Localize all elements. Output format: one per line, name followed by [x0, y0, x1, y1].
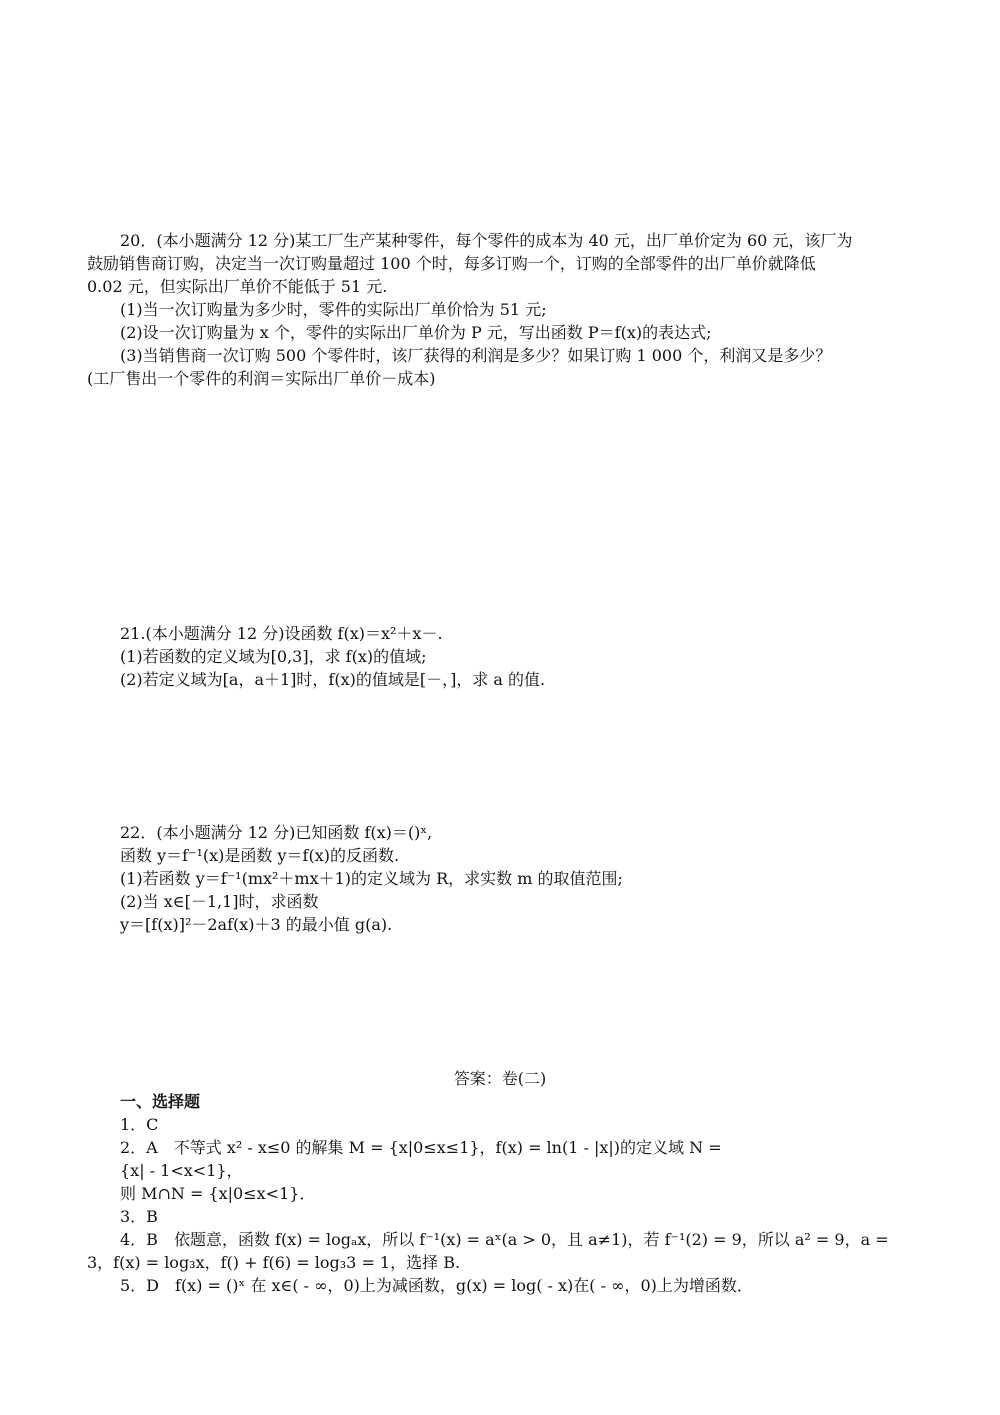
q21-line: 21.(本小题满分 12 分)设函数 f(x)＝x²＋x－. [120, 624, 443, 643]
answer-line: 3．B [120, 1207, 158, 1226]
answer-line: {x| - 1<x<1}， [120, 1161, 243, 1180]
answer-line: 1．C [120, 1115, 159, 1134]
question-20 [87, 229, 917, 390]
answer-line: 则 M∩N = {x|0≤x<1}． [120, 1184, 316, 1203]
q22-line: 22．(本小题满分 12 分)已知函数 f(x)＝()ˣ, [120, 823, 433, 842]
q22-line: (1)若函数 y＝f⁻¹(mx²＋mx＋1)的定义域为 R，求实数 m 的取值范围; [120, 869, 623, 888]
q20-line: 0.02 元，但实际出厂单价不能低于 51 元. [87, 277, 388, 296]
q20-line: (3)当销售商一次订购 500 个零件时，该厂获得的利润是多少？如果订购 1 000 个，利润又是多少？ [120, 346, 832, 365]
q21-line: (1)若函数的定义域为[0,3]，求 f(x)的值域; [120, 647, 427, 666]
answer-line: 2．A 不等式 x² - x≤0 的解集 M = {x|0≤x≤1}，f(x) = ln(1 - |x|)的定义域 N = [120, 1138, 722, 1157]
answer-line: 4．B 依题意，函数 f(x) = logₐx，所以 f⁻¹(x) = aˣ(a > 0，且 a≠1)，若 f⁻¹(2) = 9，所以 a² = 9，a = [120, 1230, 889, 1249]
q20-line: 20．(本小题满分 12 分)某工厂生产某种零件，每个零件的成本为 40 元，出厂单价定为 60 元，该厂为 [120, 231, 853, 250]
q22-line: y＝[f(x)]²－2af(x)＋3 的最小值 g(a). [120, 915, 393, 934]
q22-line: 函数 y＝f⁻¹(x)是函数 y＝f(x)的反函数. [120, 846, 400, 865]
question-21 [87, 622, 917, 691]
answers-section [87, 1090, 917, 1297]
answer-line: 5．D f(x) = ()ˣ 在 x∈( - ∞，0)上为减函数，g(x) = log( - x)在( - ∞，0)上为增函数． [120, 1276, 753, 1295]
q20-line: (2)设一次订购量为 x 个，零件的实际出厂单价为 P 元，写出函数 P＝f(x)的表达式; [120, 323, 712, 342]
q22-line: (2)当 x∈[－1,1]时，求函数 [120, 892, 319, 911]
answers-title: 答案：卷(二) [453, 1069, 547, 1088]
question-22 [87, 821, 917, 936]
answer-line: 3，f(x) = log₃x，f() + f(6) = log₃3 = 1，选择 B. [87, 1253, 461, 1272]
q21-line: (2)若定义域为[a，a＋1]时，f(x)的值域是[－，]，求 a 的值. [120, 670, 546, 689]
q20-line: (1)当一次订购量为多少时，零件的实际出厂单价恰为 51 元; [120, 300, 547, 319]
q20-line: 鼓励销售商订购，决定当一次订购量超过 100 个时，每多订购一个，订购的全部零件的出厂单价就降低 [87, 254, 816, 273]
q20-line: (工厂售出一个零件的利润＝实际出厂单价－成本) [87, 369, 436, 388]
answers-section-heading: 一、选择题 [120, 1092, 201, 1111]
